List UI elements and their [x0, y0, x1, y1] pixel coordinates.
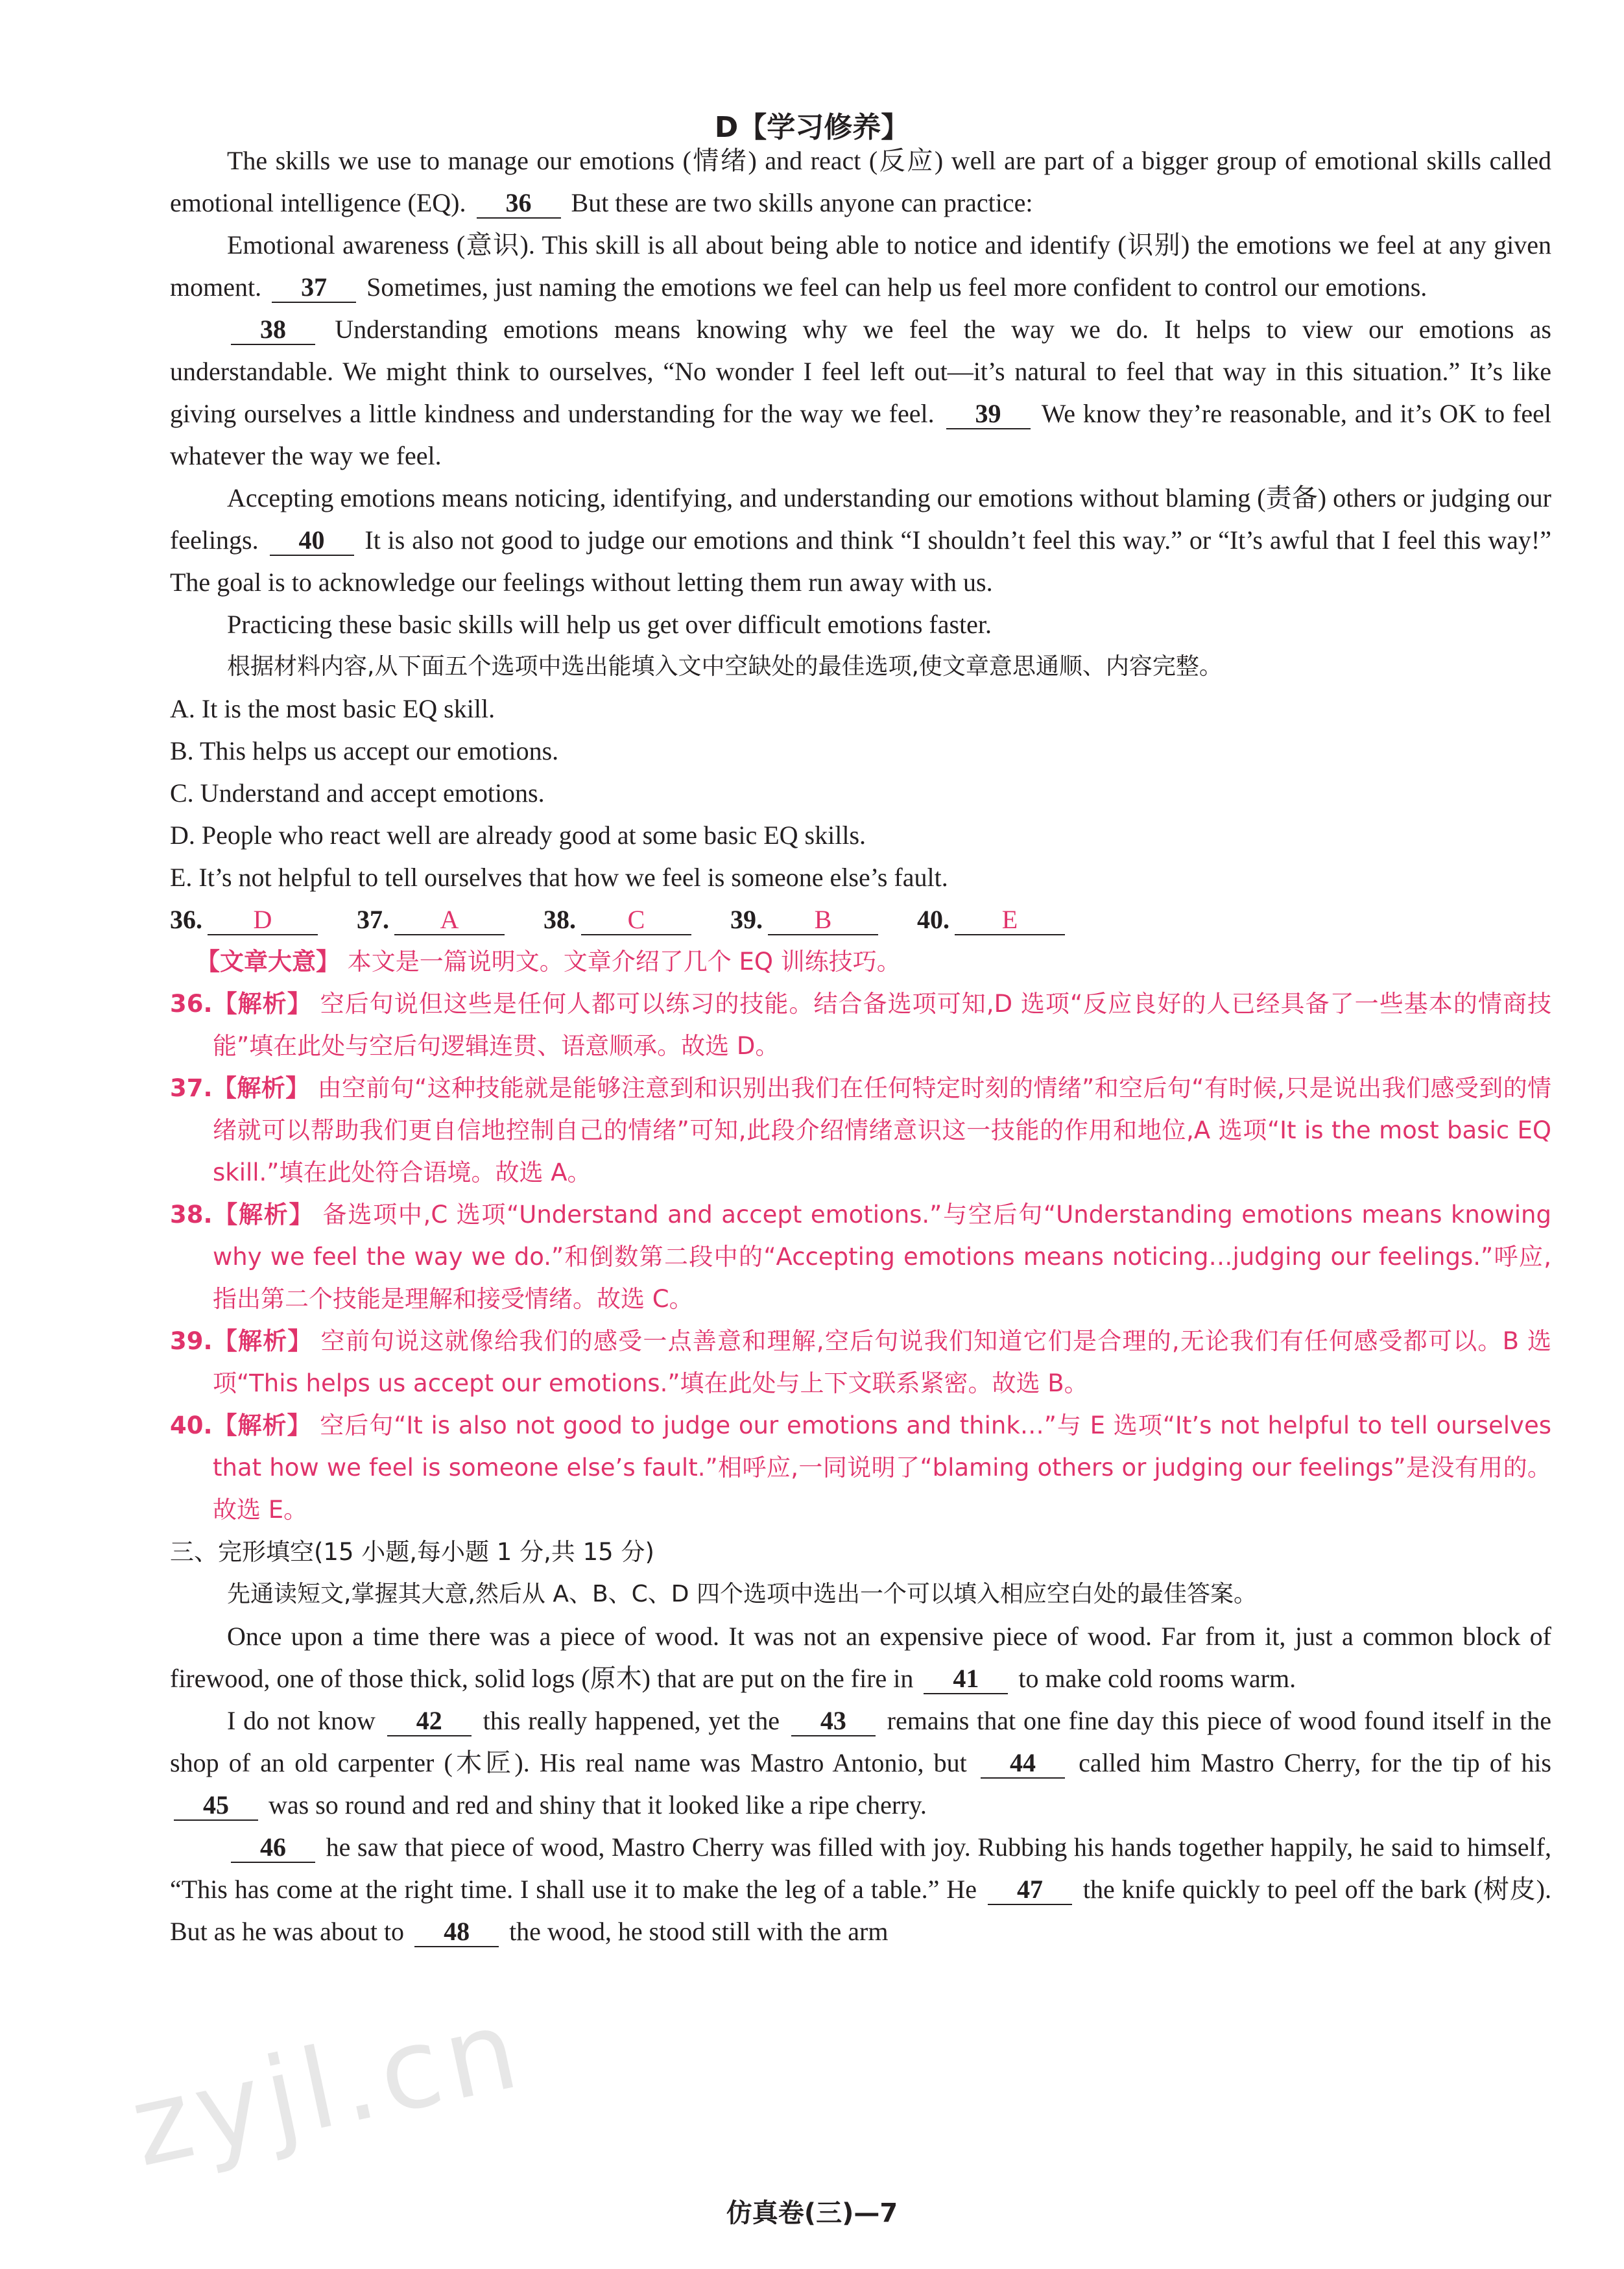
blank-42: 42 [387, 1707, 472, 1736]
paragraph-text: to make cold rooms warm. [1012, 1664, 1296, 1693]
passage-d [170, 139, 1551, 1952]
paragraph-text: I do not know [227, 1706, 383, 1735]
paragraph-text: called him Mastro Cherry, for the tip of his [1068, 1748, 1551, 1777]
paragraph-text: Understanding emotions means knowing why we feel the way we do. It helps to view our emotions as understandable. We might think to ourselves, “No wonder I feel left out—it’s natural to feel that way in this situation.” It’s like giving ourselves a little kindness and understanding for the way we feel. [170, 315, 1551, 428]
summary-text: 本文是一篇说明文。文章介绍了几个 EQ 训练技巧。 [340, 948, 901, 976]
analysis-text: 由空前句“这种技能就是能够注意到和识别出我们在任何特定时刻的情绪”和空后句“有时候,只是说出我们感受到的情绪就可以帮助我们更自信地控制自己的情绪”可知,此段介绍情绪意识这一技能的作用和地位,A 选项“It is the most basic EQ skill.”填在此处符合语境。故选 A。 [213, 1074, 1551, 1186]
answer-number: 36. [170, 905, 202, 934]
option-d: D. People who react well are already good at some basic EQ skills. [170, 821, 866, 850]
page-footer: 仿真卷(三)—7 [726, 2198, 898, 2228]
analysis-tag: 【解析】 [212, 1327, 313, 1355]
answer-40 [917, 898, 1065, 941]
paragraph-text: was so round and red and shiny that it looked like a ripe cherry. [262, 1790, 927, 1819]
paragraph-text: this really happened, yet the [475, 1706, 787, 1735]
cloze-paragraph [170, 1615, 1551, 1699]
paragraph-text: The skills we use to manage our emotions (情绪) and react (反应) well are part of a bigger group of emotional skills called emotional intelligence (EQ). [170, 146, 1551, 217]
answer-value: A [394, 906, 505, 935]
blank-44: 44 [981, 1749, 1065, 1779]
paragraph-text: the wood, he stood still with the arm [503, 1917, 889, 1946]
blank-47: 47 [988, 1875, 1072, 1905]
analysis-text: 空前句说这就像给我们的感受一点善意和理解,空后句说我们知道它们是合理的,无论我们有任何感受都可以。B 选项“This helps us accept our emotions.”填在此处与上下文联系紧密。故选 B。 [213, 1327, 1551, 1397]
option-e: E. It’s not helpful to tell ourselves that how we feel is someone else’s fault. [170, 863, 948, 892]
analysis-39 [170, 1320, 1551, 1404]
option-c: C. Understand and accept emotions. [170, 778, 545, 808]
analysis-number: 37. [170, 1074, 213, 1102]
paragraph-text: Sometimes, just naming the emotions we feel can help us feel more confident to control our emotions. [360, 272, 1427, 302]
answer-row [170, 898, 1551, 941]
cloze-paragraph [170, 1826, 1551, 1952]
paragraph-text: But these are two skills anyone can practice: [564, 188, 1033, 217]
analysis-number: 40. [170, 1411, 213, 1439]
answer-37 [357, 898, 505, 941]
paragraph-text: We know they’re reasonable, and it’s OK to feel whatever the way we feel. [170, 399, 1551, 470]
section-instruction: 先通读短文,掌握其大意,然后从 A、B、C、D 四个选项中选出一个可以填入相应空白处的最佳答案。 [227, 1581, 1257, 1607]
blank-40: 40 [270, 526, 354, 556]
blank-46: 46 [231, 1833, 315, 1863]
cloze-paragraph [170, 1699, 1551, 1826]
analysis-number: 36. [170, 990, 213, 1018]
passage-paragraph [170, 477, 1551, 603]
answer-38 [543, 898, 691, 941]
analysis-tag: 【解析】 [212, 1411, 312, 1439]
analysis-tag: 【解析】 [212, 990, 312, 1018]
analysis-number: 39. [170, 1327, 213, 1355]
answer-number: 39. [730, 905, 763, 934]
section-title: D【学习修养】 [714, 111, 910, 144]
analysis-text: 备选项中,C 选项“Understand and accept emotions.”与空后句“Understanding emotions means knowing why we feel the way we do.”和倒数第二段中的“Accepting emotions means noticing…judging our feelings.”呼应,指出第二个技能是理解和接受情绪。故选 C。 [213, 1201, 1551, 1313]
option-a: A. It is the most basic EQ skill. [170, 694, 496, 723]
blank-45: 45 [174, 1791, 258, 1821]
question-instruction: 根据材料内容,从下面五个选项中选出能填入文中空缺处的最佳选项,使文章意思通顺、内容完整。 [227, 653, 1223, 680]
passage-paragraph [170, 139, 1551, 224]
paragraph-text: It is also not good to judge our emotions and think “I shouldn’t feel this way.” or “It’s awful that I feel this way!” The goal is to acknowledge our feelings without letting them run away with us. [170, 525, 1552, 597]
blank-38: 38 [231, 315, 315, 345]
passage-paragraph [170, 308, 1551, 477]
answer-number: 40. [917, 905, 949, 934]
section-heading: 三、完形填空(15 小题,每小题 1 分,共 15 分) [170, 1538, 654, 1566]
analysis-tag: 【解析】 [212, 1201, 315, 1229]
analysis-text: 空后句说但这些是任何人都可以练习的技能。结合备选项可知,D 选项“反应良好的人已经具备了一些基本的情商技能”填在此处与空后句逻辑连贯、语意顺承。故选 D。 [213, 990, 1551, 1060]
analysis-tag: 【解析】 [212, 1074, 310, 1102]
analysis-number: 38. [170, 1201, 213, 1229]
answer-value: D [208, 906, 318, 935]
answer-value: B [768, 906, 878, 935]
blank-36: 36 [477, 189, 561, 219]
answer-number: 38. [543, 905, 576, 934]
analysis-37 [170, 1067, 1551, 1194]
paragraph-text: Accepting emotions means noticing, identifying, and understanding our emotions without blaming (责备) others or judging our feelings. [170, 483, 1551, 555]
article-summary [170, 941, 1551, 983]
paragraph-text: he saw that piece of wood, Mastro Cherry was filled with joy. Rubbing his hands together happily, he said to himself, “This has come at the right time. I shall use it to make the leg of a table.” He [170, 1832, 1551, 1904]
answer-number: 37. [357, 905, 389, 934]
paragraph-text: remains that one fine day this piece of wood found itself in the shop of an old carpenter (木匠). His real name was Mastro Antonio, but [170, 1706, 1551, 1777]
answer-value: C [581, 906, 691, 935]
passage-paragraph: Practicing these basic skills will help us get over difficult emotions faster. [227, 610, 992, 639]
summary-tag: 【文章大意】 [196, 948, 340, 976]
option-b: B. This helps us accept our emotions. [170, 736, 559, 765]
answer-39 [730, 898, 878, 941]
paragraph-text: Emotional awareness (意识). This skill is all about being able to notice and identify (识别) the emotions we feel at any given moment. [170, 230, 1551, 302]
analysis-38 [170, 1194, 1551, 1320]
analysis-text: 空后句“It is also not good to judge our emotions and think…”与 E 选项“It’s not helpful to tell ourselves that how we feel is someone else’s fault.”相呼应,一同说明了“blaming others or judging our feelings”是没有用的。故选 E。 [213, 1411, 1551, 1524]
paragraph-text: the knife quickly to peel off the bark (树皮). But as he was about to [170, 1875, 1551, 1946]
blank-41: 41 [924, 1664, 1008, 1694]
passage-paragraph [170, 224, 1551, 308]
answer-value: E [955, 906, 1065, 935]
blank-48: 48 [414, 1917, 499, 1947]
analysis-40 [170, 1404, 1551, 1531]
paragraph-text: Once upon a time there was a piece of wood. It was not an expensive piece of wood. Far from it, just a common block of firewood, one of those thick, solid logs (原木) that are put on the fire in [170, 1622, 1551, 1693]
answer-36 [170, 898, 318, 941]
analysis-36 [170, 983, 1551, 1067]
blank-39: 39 [946, 400, 1031, 429]
watermark-logo: zyjl.cn [121, 1984, 534, 2192]
blank-43: 43 [791, 1707, 876, 1736]
blank-37: 37 [272, 273, 356, 303]
